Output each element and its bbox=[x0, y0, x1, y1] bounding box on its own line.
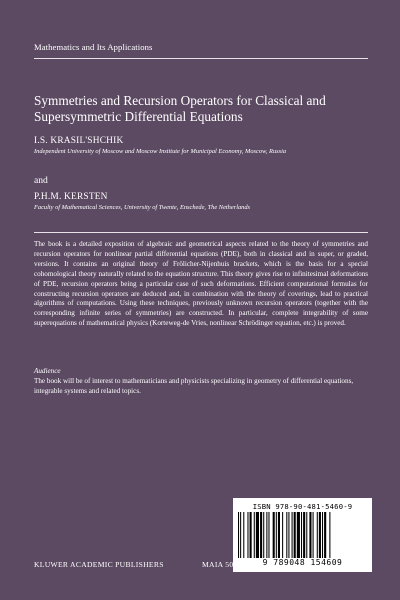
middle-divider bbox=[34, 232, 368, 233]
ean-text: 9 789048 154609 bbox=[262, 558, 343, 567]
audience-label: Audience bbox=[34, 367, 61, 375]
series-name: Mathematics and Its Applications bbox=[34, 42, 153, 52]
barcode-bars bbox=[238, 512, 367, 558]
author-affiliation-2: Faculty of Mathematical Sciences, University of Twente, Enschede, The Netherlands bbox=[34, 204, 251, 211]
author-affiliation-1: Independent University of Moscow and Moscow Institute for Municipal Economy, Moscow, Russia bbox=[34, 148, 287, 155]
publisher-name: KLUWER ACADEMIC PUBLISHERS bbox=[34, 560, 164, 569]
isbn-text: ISBN 978-90-481-5460-9 bbox=[252, 502, 353, 511]
author-name-1: I.S. KRASIL'SHCHIK bbox=[34, 136, 124, 146]
audience-text: The book will be of interest to mathematicians and physicists specializing in geometry of differential equations, integrable systems and related topics. bbox=[34, 377, 354, 395]
author-block-2 bbox=[34, 192, 374, 212]
top-divider bbox=[34, 58, 368, 59]
series-code: MAIA 507 bbox=[202, 560, 238, 569]
book-title: Symmetries and Recursion Operators for Classical and Supersymmetric Differential Equations bbox=[34, 93, 326, 124]
abstract-text: The book is a detailed exposition of algebraic and geometrical aspects related to the theory of symmetries and recursion operators for nonlinear partial differential equations (PDE), both in classical and in super, or graded, versions. It contains an original theory of Frölicher-Nijenhuis brackets, which is the basis for a special cohomological theory naturally related to the equation structure. This theory gives rise to infinitesimal deformations of PDE, recursion operators being a particular case of such deformations. Efficient computational formulas for constructing recursion operators are deduced and, in combination with the theory of coverings, lead to practical algorithms of computations. Using these techniques, previously unknown recursion operators (together with the corresponding infinite series of symmetries) are constructed. In particular, complete integrability of some superequations of mathematical physics (Korteweg-de Vries, nonlinear Schrödinger equation, etc.) is proved. bbox=[34, 240, 368, 328]
author-block-1 bbox=[34, 136, 374, 156]
and-text: and bbox=[34, 175, 48, 186]
barcode-box bbox=[233, 498, 372, 572]
author-name-2: P.H.M. KERSTEN bbox=[34, 192, 108, 202]
